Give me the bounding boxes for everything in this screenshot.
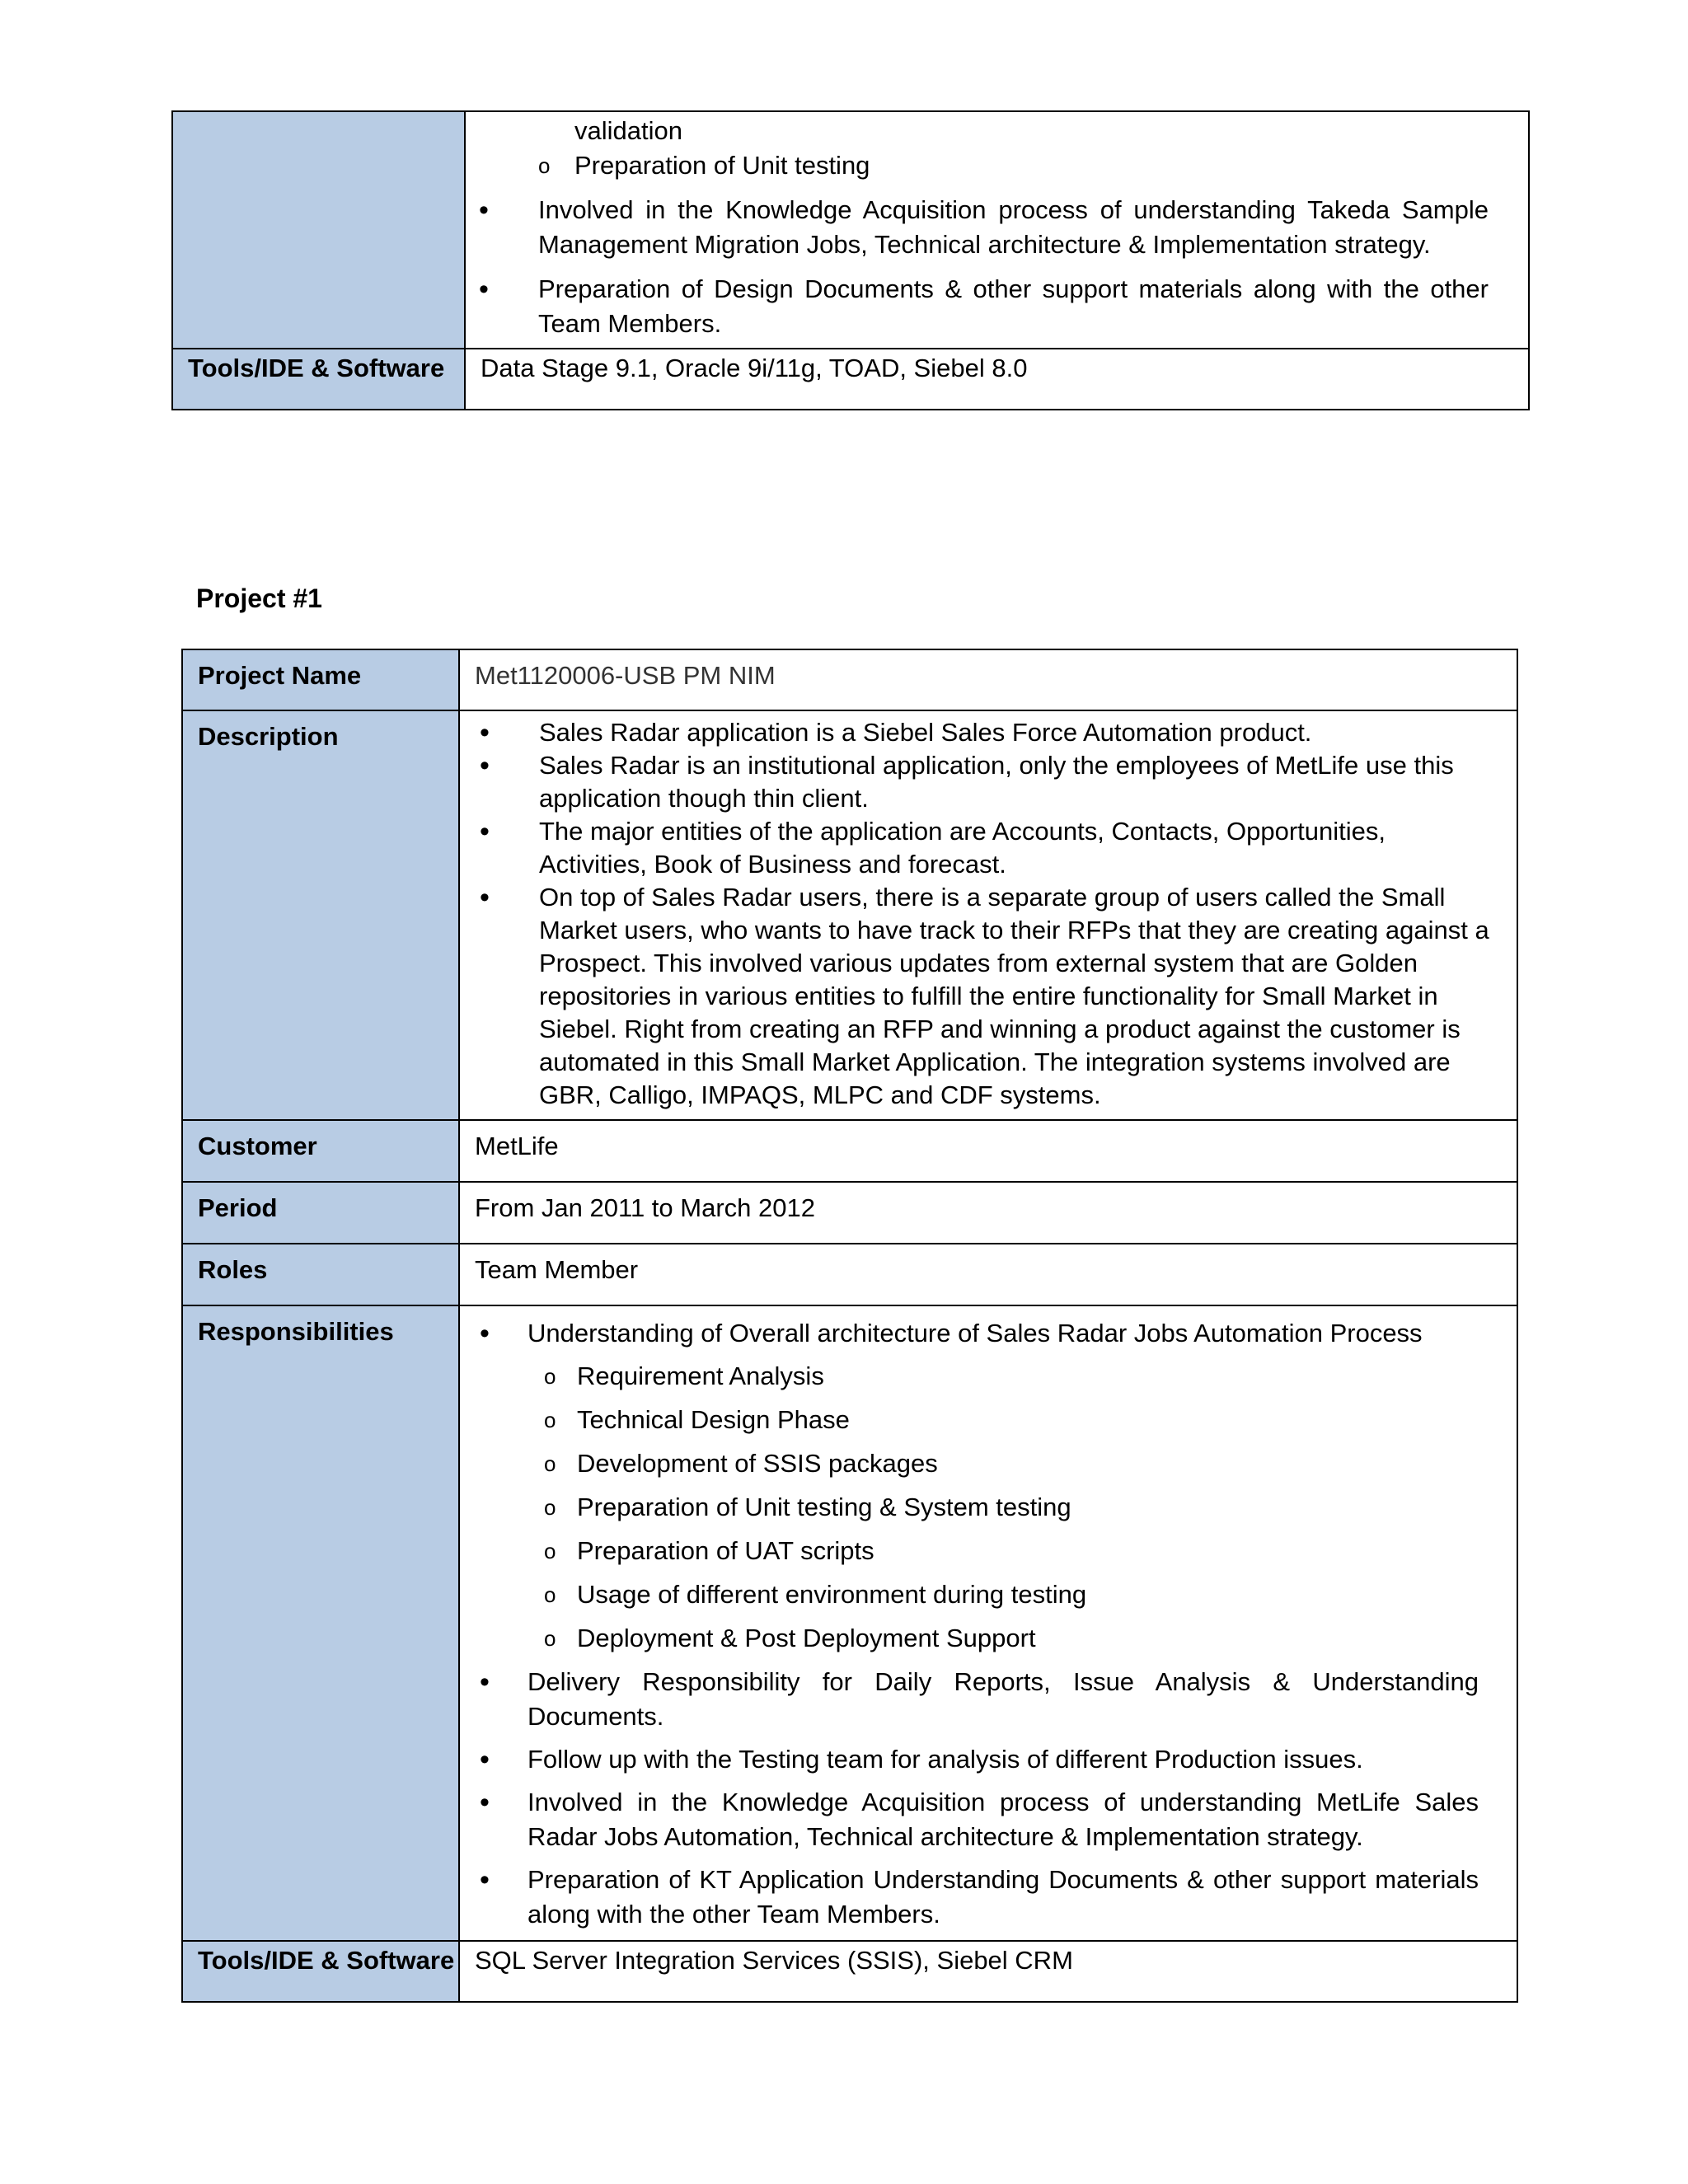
continuation-tools-value: Data Stage 9.1, Oracle 9i/11g, TOAD, Siebel 8.0 bbox=[465, 349, 1529, 410]
responsibilities-sub-item: o Deployment & Post Deployment Support bbox=[475, 1621, 1479, 1656]
responsibilities-bullet-item: • Preparation of KT Application Understanding Documents & other support materials along with the other Team Members. bbox=[475, 1863, 1479, 1932]
tools-row bbox=[182, 1941, 1517, 2002]
continuation-sub-list bbox=[481, 114, 1489, 183]
responsibilities-sub-list bbox=[528, 1359, 1479, 1656]
responsibilities-sub-item: o Preparation of Unit testing & System testing bbox=[475, 1490, 1479, 1525]
description-bullet-item: • The major entities of the application are Accounts, Contacts, Opportunities, Activities, Book of Business and forecast. bbox=[475, 815, 1492, 881]
responsibilities-bullet-item: • Delivery Responsibility for Daily Reports, Issue Analysis & Understanding Documents. bbox=[475, 1665, 1479, 1734]
continuation-responsibilities-row bbox=[172, 111, 1529, 349]
customer-label: Customer bbox=[182, 1120, 459, 1182]
continuation-bullet-item: • Preparation of Design Documents & other support materials along with the other Team Members. bbox=[481, 272, 1489, 341]
project-name-value: Met1120006-USB PM NIM bbox=[459, 649, 1517, 710]
responsibilities-bullet-item: • Follow up with the Testing team for analysis of different Production issues. bbox=[475, 1742, 1479, 1777]
responsibilities-sub-item: o Preparation of UAT scripts bbox=[475, 1534, 1479, 1568]
project-heading: Project #1 bbox=[196, 583, 322, 613]
continuation-bullet-list bbox=[481, 193, 1489, 341]
responsibilities-sub-item: o Usage of different environment during testing bbox=[475, 1577, 1479, 1612]
description-label: Description bbox=[182, 710, 459, 1120]
customer-row bbox=[182, 1120, 1517, 1182]
description-row bbox=[182, 710, 1517, 1120]
tools-value: SQL Server Integration Services (SSIS), Siebel CRM bbox=[459, 1941, 1517, 2002]
continuation-responsibilities-label bbox=[172, 111, 465, 349]
responsibilities-bullet-item bbox=[475, 1316, 1479, 1656]
description-bullet-item: • Sales Radar is an institutional application, only the employees of MetLife use this application though thin client. bbox=[475, 749, 1492, 815]
period-row bbox=[182, 1182, 1517, 1244]
period-value: From Jan 2011 to March 2012 bbox=[459, 1182, 1517, 1244]
description-bullet-list bbox=[475, 716, 1492, 1112]
responsibilities-sub-item: o Development of SSIS packages bbox=[475, 1446, 1479, 1481]
description-content bbox=[459, 710, 1517, 1120]
description-bullet-item: • On top of Sales Radar users, there is a separate group of users called the Small Market users, who wants to have track to their RFPs that they are creating against a Prospect. This involved various updates from external system that are Golden repositories in various entities to fulfill the entire functionality for Small Market in Siebel. Right from creating an RFP and winning a product against the customer is automated in this Small Market Application. The integration systems involved are GBR, Calligo, IMPAQS, MLPC and CDF systems. bbox=[475, 881, 1492, 1112]
continuation-bullet-item: • Involved in the Knowledge Acquisition process of understanding Takeda Sample Management Migration Jobs, Technical architecture & Implementation strategy. bbox=[481, 193, 1489, 262]
period-label: Period bbox=[182, 1182, 459, 1244]
continuation-table bbox=[171, 110, 1530, 410]
project-table bbox=[181, 649, 1518, 2003]
tools-label: Tools/IDE & Software bbox=[182, 1941, 459, 2002]
roles-value: Team Member bbox=[459, 1244, 1517, 1305]
responsibilities-sub-item: o Requirement Analysis bbox=[475, 1359, 1479, 1394]
responsibilities-row bbox=[182, 1305, 1517, 1941]
responsibilities-sub-item: o Technical Design Phase bbox=[475, 1403, 1479, 1437]
responsibilities-label: Responsibilities bbox=[182, 1305, 459, 1941]
description-bullet-item: • Sales Radar application is a Siebel Sales Force Automation product. bbox=[475, 716, 1492, 749]
continuation-tools-row bbox=[172, 349, 1529, 410]
project-name-label: Project Name bbox=[182, 649, 459, 710]
roles-label: Roles bbox=[182, 1244, 459, 1305]
continuation-sub-item: o Preparation of Unit testing bbox=[481, 148, 1489, 183]
responsibilities-bullet-item: • Involved in the Knowledge Acquisition process of understanding MetLife Sales Radar Jobs Automation, Technical architecture & Implementation strategy. bbox=[475, 1785, 1479, 1854]
continuation-tools-label: Tools/IDE & Software bbox=[172, 349, 465, 410]
responsibilities-bullet-list bbox=[475, 1316, 1479, 1932]
project-name-row bbox=[182, 649, 1517, 710]
continuation-sub-item: validation bbox=[574, 116, 682, 145]
responsibilities-content bbox=[459, 1305, 1517, 1941]
responsibilities-first-bullet-text: Understanding of Overall architecture of Sales Radar Jobs Automation Process bbox=[528, 1319, 1423, 1347]
roles-row bbox=[182, 1244, 1517, 1305]
customer-value: MetLife bbox=[459, 1120, 1517, 1182]
continuation-responsibilities-content bbox=[465, 111, 1529, 349]
